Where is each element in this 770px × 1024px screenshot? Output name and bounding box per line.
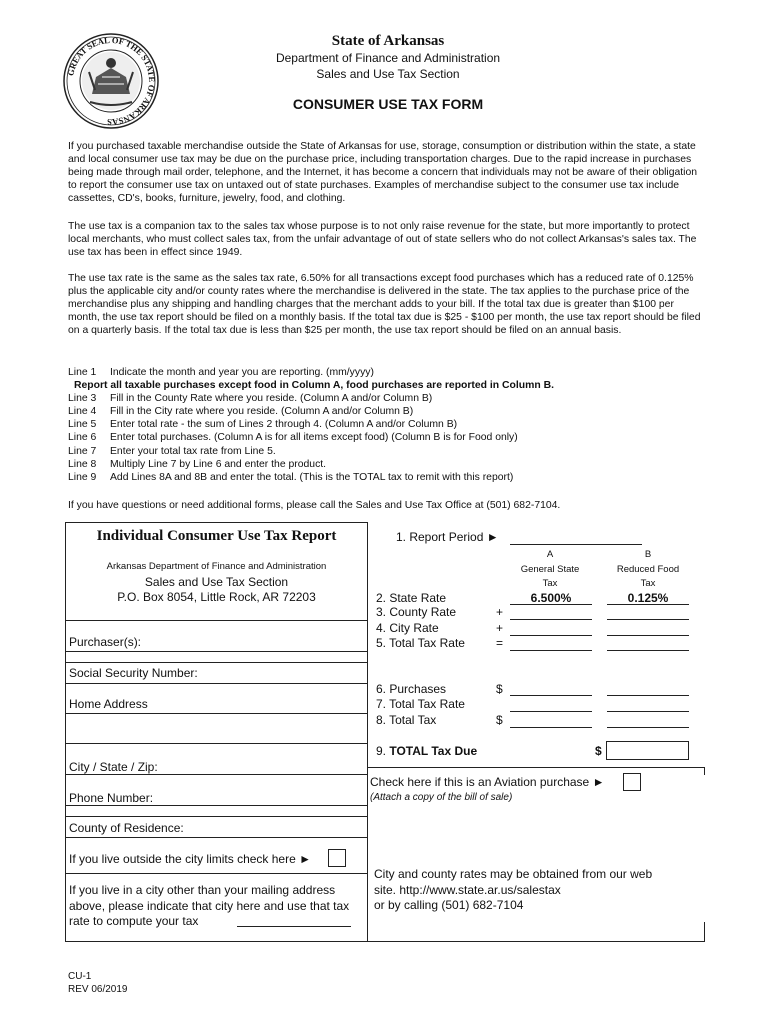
aviation-checkbox[interactable] <box>623 773 641 791</box>
aviation-label: Check here if this is an Aviation purchase ► <box>370 775 605 789</box>
column-a-subtitle: Tax <box>542 578 558 589</box>
column-a-header <box>508 548 592 592</box>
mailing-address-dept: Arkansas Department of Finance and Administration <box>106 561 327 572</box>
report-title: Individual Consumer Use Tax Report <box>96 528 337 544</box>
total-due-text: TOTAL Tax Due <box>389 744 478 758</box>
other-city-field[interactable] <box>237 926 351 927</box>
total-tax-label: 8. Total Tax <box>376 713 437 727</box>
home-address-field-2[interactable] <box>66 714 367 743</box>
other-city-instructions: If you live in a city other than your mailing address above, please indicate that city here and use that tax rate to compute your tax <box>69 883 350 928</box>
total-rate-label: 5. Total Tax Rate <box>376 636 465 650</box>
line-instructions <box>68 366 708 484</box>
rates-info-line-3: or by calling (501) 682-7104 <box>374 898 524 912</box>
total-tax-b-field[interactable] <box>607 727 689 728</box>
instruction-line-1: Line 1 Indicate the month and year you are reporting. (mm/yyyy) <box>68 367 374 378</box>
county-rate-label: 3. County Rate <box>376 605 457 619</box>
instruction-line-9: Line 9 Add Lines 8A and 8B and enter the total. (This is the TOTAL tax to remit with this report) <box>68 471 514 483</box>
county-label: County of Residence: <box>69 821 184 835</box>
column-a-letter: A <box>546 549 554 560</box>
total-rate-b-field[interactable] <box>607 650 689 651</box>
rates-info <box>374 867 652 914</box>
total-due-dollar: $ <box>595 744 602 758</box>
state-title: State of Arkansas <box>331 33 445 49</box>
total-due-field[interactable] <box>606 741 689 760</box>
city-state-zip-field[interactable] <box>66 744 367 774</box>
rates-info-line-1: City and county rates may be obtained from our web <box>374 867 653 881</box>
column-b-header <box>606 548 690 592</box>
total-due-number: 9. <box>376 744 387 758</box>
county-field[interactable] <box>66 817 367 837</box>
column-a-title: General State <box>520 563 580 575</box>
phone-field[interactable] <box>66 775 367 805</box>
intro-paragraph: If you purchased taxable merchandise outside the State of Arkansas for use, storage, consumption or distribution within the state, a state and local consumer use tax may be due on the purchase price, including transportation charges. Due to the rapid increase in purchases being made through mail order, telephone, and the Internet, it has become a concern that individuals may not be aware of their obligation to report the consumer use tax on untaxed out of state purchases. Examples of merchandise subject to the consumer use tax include cassettes, CD's, books, furniture, jewelry, food, and clothing. <box>68 141 698 204</box>
form-id: CU-1 <box>68 971 92 982</box>
ssn-field[interactable] <box>66 663 367 683</box>
county-rate-a-field[interactable] <box>510 619 592 620</box>
column-b-subtitle: Tax <box>640 578 656 589</box>
section-name: Sales and Use Tax Section <box>316 67 460 81</box>
total-rate-equals: = <box>496 636 504 650</box>
instruction-line-6: Line 6 Enter total purchases. (Column A is for all items except food) (Column B is for Food only) <box>68 432 518 444</box>
total-due-label <box>376 744 477 758</box>
state-rate-b-value: 0.125% <box>627 591 669 605</box>
total-tax-a-field[interactable] <box>510 727 592 728</box>
county-rate-b-field[interactable] <box>607 619 689 620</box>
total-tax-rate-label: 7. Total Tax Rate <box>376 697 465 711</box>
total-rate-a-field[interactable] <box>510 650 592 651</box>
city-state-zip-label: City / State / Zip: <box>69 760 158 774</box>
outside-city-checkbox[interactable] <box>328 849 346 867</box>
instruction-line-5: Line 5 Enter total rate - the sum of Lines 2 through 4. (Column A and/or Column B) <box>68 419 458 431</box>
total-tax-dollar: $ <box>496 713 503 727</box>
county-rate-plus: + <box>496 605 504 619</box>
state-rate-label: 2. State Rate <box>376 591 447 605</box>
purchases-a-field[interactable] <box>510 695 592 696</box>
seal-text: GREAT SEAL OF THE STATE OF ARKANSAS <box>65 34 158 128</box>
instruction-line-3: Line 3 Fill in the County Rate where you reside. (Column A and/or Column B) <box>68 393 433 405</box>
instruction-line-7: Line 7 Enter your total tax rate from Line 5. <box>68 445 276 457</box>
city-rate-a-field[interactable] <box>510 635 592 636</box>
total-tax-rate-a-field[interactable] <box>510 711 592 712</box>
purchases-label: 6. Purchases <box>376 682 447 696</box>
purpose-paragraph: The use tax is a companion tax to the sales tax whose purpose is to not only raise revenue for the state, but more importantly to protect local merchants, who must collect sales tax, from the unfair advantage of out of state sellers who do not collect Arkansas's sales tax. The use tax has been in effect since 1949. <box>68 221 697 258</box>
form-title: CONSUMER USE TAX FORM <box>292 96 484 112</box>
city-rate-b-field[interactable] <box>607 635 689 636</box>
home-address-field[interactable] <box>66 684 367 713</box>
outside-city-label: If you live outside the city limits check here ► <box>69 852 311 866</box>
mailing-address-po-box: P.O. Box 8054, Little Rock, AR 72203 <box>117 590 316 604</box>
mailing-address-section: Sales and Use Tax Section <box>144 575 289 589</box>
rates-info-line-2: site. http://www.state.ar.us/salestax <box>374 882 561 897</box>
report-period-label: 1. Report Period ► <box>396 530 499 544</box>
purchases-dollar: $ <box>496 682 503 696</box>
questions-note: If you have questions or need additional forms, please call the Sales and Use Tax Office at (501) 682-7104. <box>68 500 561 511</box>
instruction-bold-note: Report all taxable purchases except food in Column A, food purchases are reported in Column B. <box>74 380 554 392</box>
ssn-label: Social Security Number: <box>69 666 198 680</box>
state-rate-a-value: 6.500% <box>530 591 572 605</box>
column-b-title: Reduced Food <box>616 563 680 575</box>
purchases-b-field[interactable] <box>607 695 689 696</box>
instruction-line-8: Line 8 Multiply Line 7 by Line 6 and enter the product. <box>68 458 327 470</box>
revision-date: REV 06/2019 <box>68 984 128 995</box>
instruction-line-4: Line 4 Fill in the City rate where you reside. (Column A and/or Column B) <box>68 406 414 418</box>
purchaser-label: Purchaser(s): <box>69 635 142 649</box>
phone-field-2[interactable] <box>66 806 367 816</box>
purchaser-field[interactable] <box>66 621 367 651</box>
aviation-note: (Attach a copy of the bill of sale) <box>370 792 513 803</box>
department-name: Department of Finance and Administration <box>275 51 501 65</box>
column-b-letter: B <box>644 549 652 560</box>
purchaser-field-2[interactable] <box>66 652 367 662</box>
total-tax-rate-b-field[interactable] <box>607 711 689 712</box>
rate-paragraph: The use tax rate is the same as the sales tax rate, 6.50% for all transactions except food purchases which has a reduced rate of 0.125% plus the applicable city and/or county rates where the merchandise is delivered in the state. The tax applies to the purchase price of the merchandise plus any shipping and handling charges that the merchant adds to your bill. If the total tax due is greater than $100 per month, the use tax report should be filed on a monthly basis. If the total tax due is $25 - $100 per month, the use tax report should be filed on a quarterly basis. If the total tax due is less than $25 per month, the use tax report should be filed on an annual basis. <box>68 273 701 336</box>
report-period-field[interactable] <box>510 544 642 545</box>
city-rate-plus: + <box>496 621 504 635</box>
home-address-label: Home Address <box>69 697 148 711</box>
phone-label: Phone Number: <box>69 791 154 805</box>
city-rate-label: 4. City Rate <box>376 621 439 635</box>
